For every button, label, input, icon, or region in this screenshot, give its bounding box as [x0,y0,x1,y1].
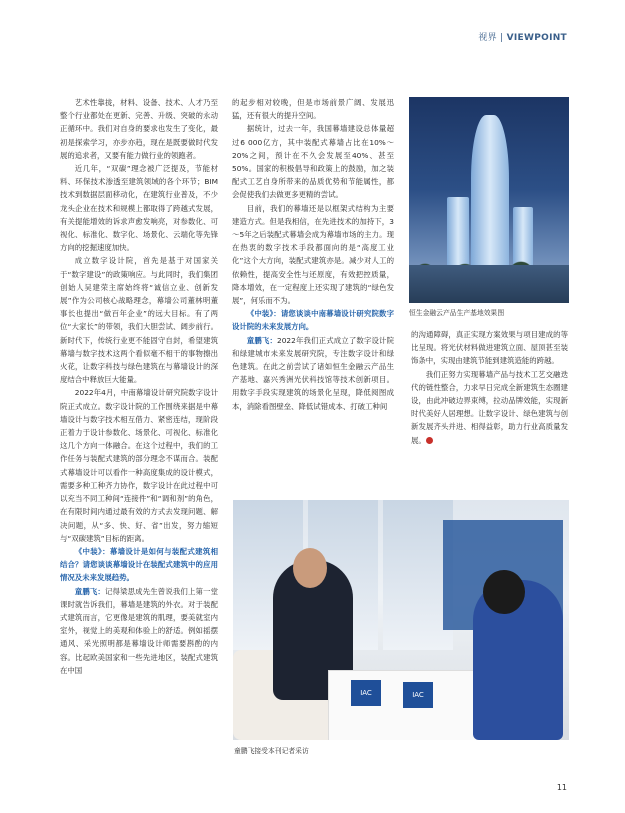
section-header: 视界 | VIEWPOINT [478,33,567,43]
interview-photo [233,500,569,740]
text-column-3 [411,328,568,447]
section-label-cn: 视界 [478,33,497,43]
iac-badge: IAC [403,682,433,708]
interview-question: 《中装》：幕墙设计是如何与装配式建筑相结合？请您谈谈幕墙设计在装配式建筑中的应用情况及未来发展趋势。 [60,546,218,583]
article-end-icon [426,437,433,444]
speaker-name: 童鹏飞： [74,586,105,596]
speaker-name: 童鹏飞： [246,335,278,345]
paragraph: 的起步相对较晚，但是市场前景广阔、发展迅猛，还有很大的提升空间。 [232,98,394,121]
paragraph: 艺术性靠拢，材料、设备、技术、人才乃至整个行业都处在更新、完善、升级、突破的永动正循环中。我们对自身的要求也发生了变化，最初是探索学习，亦步亦趋，现在是既要做时代发展的追求者，又要有能力做行业的领跑者。 [60,98,218,160]
paragraph: 的沟通障碍，真正实现方案效果与项目建成的等比呈现。将光伏材料做进建筑立面、屋顶甚至装饰条中，实现由建筑节能到建筑造能的跨越。 [411,330,568,366]
answer-text: 记得梁思成先生曾说我们上第一堂课时就告诉我们，幕墙是建筑的外衣。对于装配式建筑而言，它更像是建筑的肌理，要美就室内室外，视觉上的美观和体验上的舒适。例如摇摆通风、采光照明都是幕墙设计师需要斟酌的内容。比起欧美国家和一些先进地区，装配式建筑在中国 [60,586,218,675]
paragraph: 目前，我们的幕墙还是以框架式结构为主要建造方式。但是我相信，在先进技术的加持下，3～5年之后装配式幕墙会成为幕墙市场的主力。现在热衷的数字技术手段都面向的是“高度工业化”这个大方向，装配式建筑亦是。减少对人工的依赖性，提高安全性与还原度，有效把控质量，降本增效，在一定程度上还实现了建筑的“绿色发展”，何乐而不为。 [232,203,394,306]
text-column-2 [232,96,394,413]
interview-question: 《中装》：请您谈谈中南幕墙设计研究院数字设计院的未来发展方向。 [232,309,394,332]
section-label-en: VIEWPOINT [506,33,567,43]
iac-badge: IAC [351,680,381,706]
paragraph: 我们正努力实现幕墙产品与技术工艺交融迭代的链性整合，力求早日完成全新建筑生态圈建设，由此冲破边界束缚，拉动品牌效能，实现新时代美好人居理想。让数字设计、绿色建筑与创新发展齐头并进、相得益彰，助力行业高质量发展。 [411,369,568,445]
building-rendering-photo [409,97,569,303]
paragraph: 2022年4月，中南幕墙设计研究院数字设计院正式成立。数字设计院的工作围绕来据是中幕墙设计与数字技术相互借力、紧密连结，现阶段正着力于设计参数化、场景化、可视化、标准化这几个方向一体融合。在这个过程中，我们的工作任务与装配式建筑的部分理念不谋而合。装配式幕墙设计可以看作一种高度集成的设计模式，需要多种工种齐力协作，数字设计在此过程中可以充当不同工种间“连接件”和“调和剂”的角色，在有限时间内通过最有效的方式去发现问题、解决问题，从“多、快、好、省”出发，努力缩短与“双碳建筑”目标的距离。 [60,388,218,543]
text-column-1 [60,96,218,677]
interview-answer [60,585,218,677]
page-number: 11 [556,783,567,792]
answer-text: 2022年我们正式成立了数字设计院和绿建城市未来发展研究院，专注数字设计和绿色建筑。在此之前尝试了诸如恒生金融云产品生产基地、嘉兴秀洲光伏科技馆等技术创新项目。用数字手段实现建筑的场景化呈现，降低阅图成本，消除看图壁垒、降低试错成本、打破工种间 [232,335,394,411]
paragraph: 近几年，“双碳”理念被广泛提及，节能材料、环保技术渗透至建筑领域的各个环节；BIM技术到数据层面移动化，在建筑行业普及，不少龙头企业在技术和规模上都取得了跨越式发展，有关提能增效的诉求声愈发响亮，对参数化、可视化、标准化、数字化、场景化、云端化等先锋方向的挖掘速度加快。 [60,164,218,253]
photo1-caption: 恒生金融云产品生产基地效果图 [409,309,505,317]
photo2-caption: 童鹏飞接受本刊记者采访 [234,747,309,755]
paragraph: 成立数字设计院，首先是基于对国家关于“数字建设”的政策响应。与此同时，我们集团创始人吴建荣主席始终将“诚信立业、创新发展”作为公司核心战略理念，幕墙公司董林明董事长也提出“做百年企业”的远大目标。有了两位“大家长”的带领，我们大胆尝试、阔步前行。新时代下，传统行业更不能固守自封，希望建筑幕墙与数字技术这两个看似毫不相干的事物擦出火花，让数字科技与绿色建筑在与幕墙设计的深度结合中释放巨大能量。 [60,256,218,385]
interview-answer [232,334,394,413]
paragraph: 据统计，过去一年，我国幕墙建设总体量超过6 000亿方，其中装配式幕墙占比在10%～20%之间，预计在不久会发展至40%、甚至50%。国家的积极倡导和政策上的鼓励，加之装配式工艺自身所带来的品质优势和节能属性，都会促使我们去做更多更精的尝试。 [232,124,394,200]
